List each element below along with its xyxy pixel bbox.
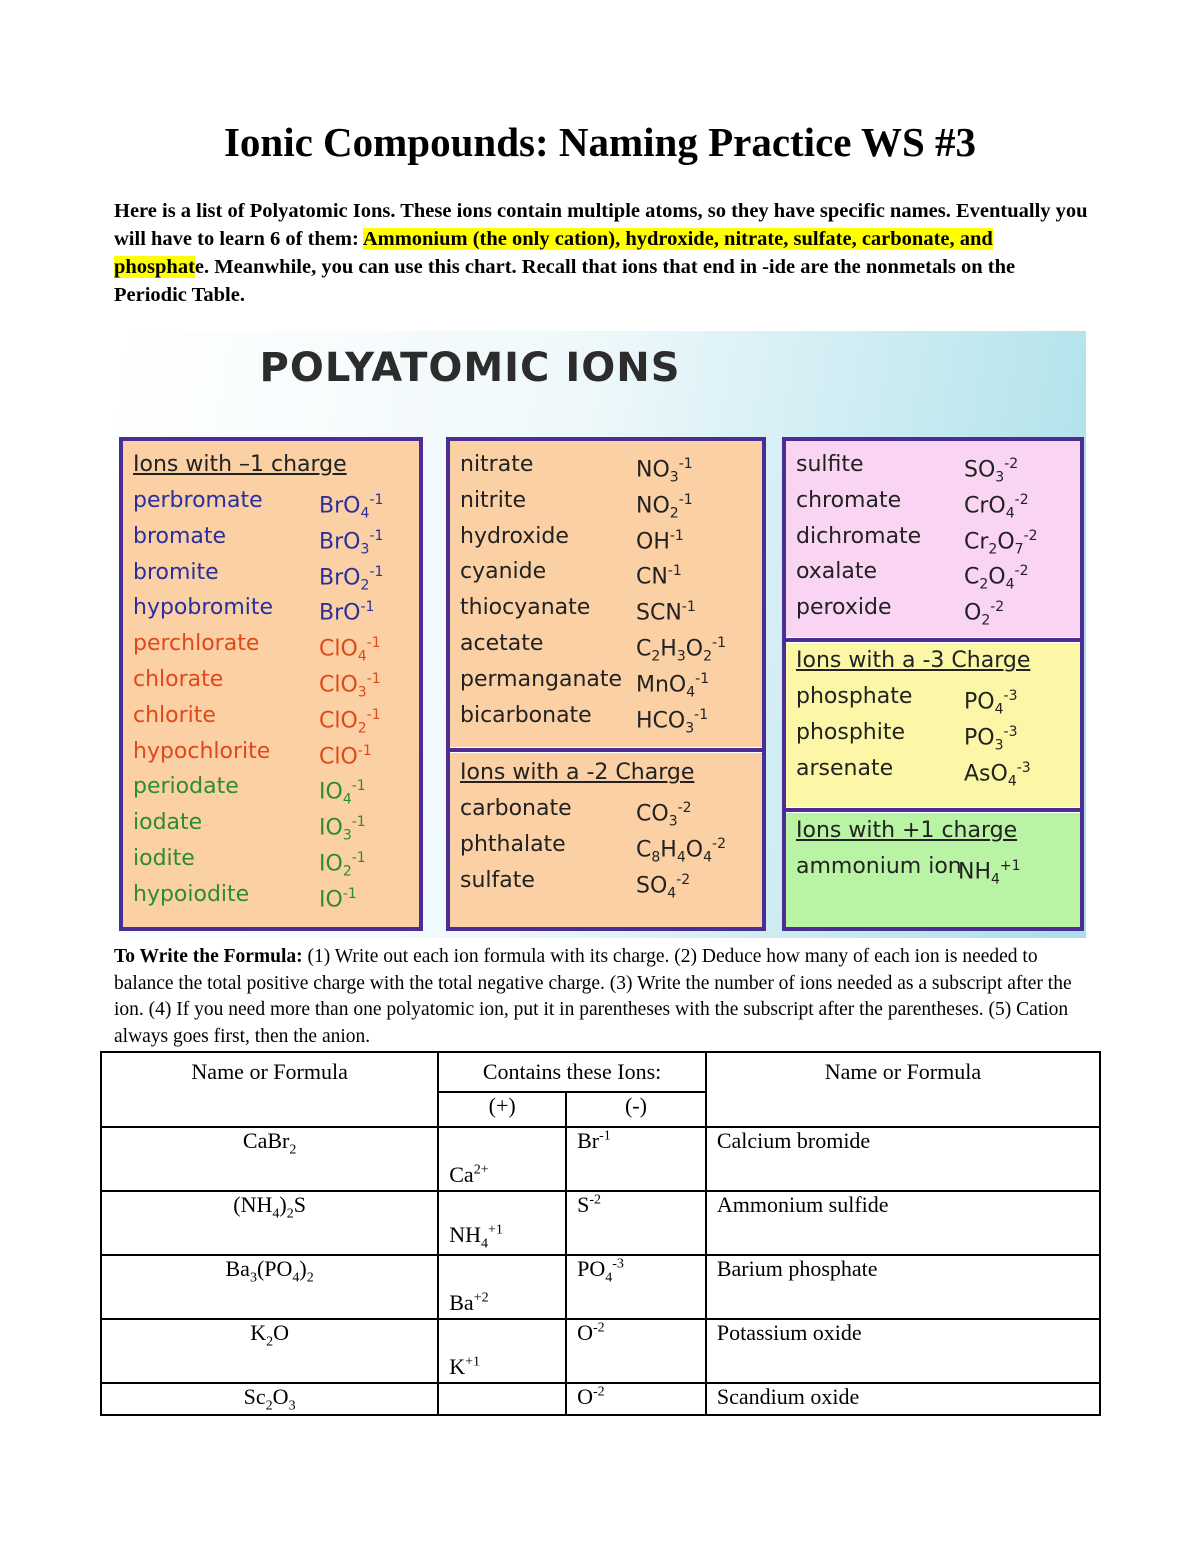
panel1-ion-list (123, 483, 419, 913)
ion-name: permanganate (460, 666, 623, 692)
ion-name: hypoiodite (133, 881, 250, 907)
ion-formula: BrO$_3^{-1}$ (319, 527, 384, 558)
polyatomic-ions-chart (114, 331, 1086, 938)
ion-formula: CrO$_4^{-2}$ (964, 491, 1029, 522)
ion-formula: $C_2O_4^{-2}$ (964, 563, 1029, 594)
ion-name: thiocyanate (460, 595, 591, 621)
formula-cell: $(NH_4)_2S$ (101, 1191, 438, 1255)
anion-cell: $O^{-2}$ (566, 1319, 706, 1383)
ion-name: chlorite (133, 702, 216, 728)
header-name-or-formula-left: Name or Formula (101, 1052, 438, 1127)
ion-row (450, 698, 762, 737)
panel2-ion-list (450, 447, 762, 737)
ion-row (786, 715, 1080, 754)
cation-cell: $Ca^{2+}$ (438, 1127, 566, 1191)
instructions-label: To Write the Formula: (114, 946, 303, 967)
ion-row (450, 554, 762, 590)
ion-row (786, 483, 1080, 522)
ion-row (123, 519, 419, 558)
cation-cell: $K^{+1}$ (438, 1319, 566, 1383)
panel2-ion-list-minus-two (450, 791, 762, 902)
formula-cell: $Sc_2O_3$ (101, 1383, 438, 1415)
ion-formula: $SCN^{-1}$ (636, 599, 696, 626)
ion-name: phosphite (796, 719, 906, 745)
ion-formula: $SO_4^{-2}$ (636, 871, 691, 902)
ion-formula: ClO$^{-1}$ (319, 742, 372, 769)
table-row (101, 1383, 1100, 1415)
table-row (101, 1127, 1100, 1191)
anion-cell: $PO_4^{-3}$ (566, 1255, 706, 1319)
header-name-or-formula-right: Name or Formula (706, 1052, 1100, 1127)
ion-formula: $NO_2^{-1}$ (636, 491, 693, 522)
ion-row (450, 791, 762, 830)
ion-name: peroxide (796, 595, 892, 621)
chart-title: POLYATOMIC IONS (259, 345, 681, 391)
ion-row (123, 698, 419, 737)
ion-name: nitrite (460, 487, 526, 513)
ion-name: chlorate (133, 666, 224, 692)
name-cell: Calcium bromide (706, 1127, 1100, 1191)
ion-formula: $SO_3^{-2}$ (964, 456, 1019, 486)
ion-row (450, 447, 762, 486)
ion-name: bicarbonate (460, 702, 592, 728)
ion-name: arsenate (796, 755, 894, 781)
ion-name: iodate (133, 810, 203, 836)
panel3-heading-plus-one: Ions with +1 charge (796, 818, 1018, 843)
anion-cell: $S^{-2}$ (566, 1191, 706, 1255)
ion-formula: ClO$_4^{-1}$ (319, 635, 381, 665)
intro-highlight: Ammonium (the only cation), hydroxide, nitrate, sulfate, carbonate, and phosphat (114, 228, 993, 278)
ion-name: perbromate (133, 488, 263, 513)
anion-cell: $Br^{-1}$ (566, 1127, 706, 1191)
formula-cell: CaBr$_2$ (101, 1127, 438, 1191)
ion-row (786, 554, 1080, 594)
ion-name: chromate (796, 487, 902, 513)
ion-row (123, 734, 419, 770)
ion-formula: $NH_4^{+1}$ (958, 858, 1021, 888)
ion-name: bromite (133, 559, 219, 585)
panel-minus-two-three-plus-one (782, 437, 1084, 931)
ion-formula: $NO_3^{-1}$ (636, 456, 693, 486)
intro-text-2: e. Meanwhile, you can use this chart. Recall that ions that end in -ide are the nonmetals on the Periodic Table. (114, 256, 1016, 306)
instructions-paragraph (114, 944, 1084, 1050)
ion-formula: $CN^{-1}$ (636, 563, 682, 590)
ion-row (450, 827, 762, 866)
ion-name: perchlorate (133, 631, 260, 657)
ion-formula: $CO_3^{-2}$ (636, 800, 692, 830)
ion-formula: BrO$_2^{-1}$ (319, 563, 384, 594)
ion-row (786, 590, 1080, 629)
ion-name: hypochlorite (133, 738, 271, 764)
ion-formula: $OH^{-1}$ (636, 527, 684, 554)
ion-formula: $C_2H_3O_2^{-1}$ (636, 634, 726, 665)
ion-name: hypobromite (133, 595, 274, 621)
intro-text-1: Here is a list of Polyatomic Ions. These ions contain multiple atoms, so they have specific names. Eventually you will have to learn 6 of them: (114, 200, 1088, 250)
ion-name: phosphate (796, 684, 913, 709)
ion-row (786, 447, 1080, 486)
ion-row (786, 751, 1080, 790)
panel2-divider (450, 747, 762, 753)
ion-row (123, 841, 419, 880)
ion-name: iodite (133, 845, 195, 871)
ion-row (786, 849, 1080, 888)
practice-table (100, 1051, 1101, 1416)
ion-name: dichromate (796, 523, 922, 549)
ion-row (123, 662, 419, 701)
ion-name: carbonate (460, 796, 572, 821)
ion-formula: ClO$_3^{-1}$ (319, 670, 381, 701)
ion-formula: BrO$_4^{-1}$ (319, 492, 384, 522)
ion-formula: $HCO_3^{-1}$ (636, 706, 709, 737)
ion-formula: $IO_3^{-1}$ (319, 814, 366, 844)
ion-formula: $IO_4^{-1}$ (319, 778, 366, 809)
name-cell: Scandium oxide (706, 1383, 1100, 1415)
ion-name: phthalate (460, 831, 566, 857)
ion-formula: $C_8H_4O_4^{-2}$ (636, 835, 726, 866)
panel2-heading-minus-two: Ions with a -2 Charge (460, 760, 695, 785)
panel3-ion-list (786, 447, 1080, 629)
ion-formula: BrO$^{-1}$ (319, 599, 375, 626)
ion-row (123, 555, 419, 594)
ion-name: bromate (133, 523, 227, 549)
ion-row (450, 863, 762, 902)
header-cation: (+) (438, 1092, 566, 1127)
ion-row (786, 679, 1080, 718)
ion-row (450, 626, 762, 665)
ion-name: periodate (133, 774, 239, 800)
anion-cell: $O^{-2}$ (566, 1383, 706, 1415)
table-row (101, 1191, 1100, 1255)
table-row (101, 1255, 1100, 1319)
panel-minus-one-other (446, 437, 766, 931)
ion-name: nitrate (460, 452, 534, 477)
cation-cell (438, 1383, 566, 1415)
ion-name: ammonium ion (796, 854, 962, 879)
ion-row (450, 519, 762, 555)
page-title: Ionic Compounds: Naming Practice WS #3 (223, 119, 977, 165)
ion-name: oxalate (796, 559, 878, 585)
ion-formula: $PO_4^{-3}$ (964, 688, 1018, 718)
ion-formula: ClO$_2^{-1}$ (319, 706, 381, 737)
ion-name: hydroxide (460, 523, 569, 549)
ion-formula: MnO$_4^{-1}$ (636, 670, 710, 701)
header-anion: (-) (566, 1092, 706, 1127)
cation-cell: $NH_4^{+1}$ (438, 1191, 566, 1255)
instructions-text: (1) Write out each ion formula with its charge. (2) Deduce how many of each ion is needed to balance the total positive charge with the total negative charge. (3) Write the number of ions needed as a subscript after the ion. (4) If you need more than one polyatomic ion, put it in parentheses with the subscript after the parentheses. (5) Cation always goes first, then the anion. (114, 946, 1072, 1047)
panel3-ion-list-minus-three (786, 679, 1080, 790)
ion-row (123, 590, 419, 626)
ion-name: cyanide (460, 559, 547, 585)
ion-name: acetate (460, 630, 544, 656)
name-cell: Ammonium sulfide (706, 1191, 1100, 1255)
panel3-heading-minus-three: Ions with a -3 Charge (796, 648, 1031, 673)
ion-row (450, 662, 762, 701)
ion-formula: $IO^{-1}$ (319, 885, 357, 913)
ion-formula: $Cr_2O_7^{-2}$ (964, 527, 1038, 558)
ion-row (123, 805, 419, 844)
ion-row (123, 626, 419, 665)
ion-formula: $IO_2^{-1}$ (319, 849, 366, 880)
ion-name: sulfite (796, 452, 864, 477)
ion-formula: $O_2^{-2}$ (964, 599, 1005, 629)
panel-minus-one-halogen (119, 437, 423, 931)
formula-cell: $Ba_3(PO_4)_2$ (101, 1255, 438, 1319)
ion-row (123, 769, 419, 809)
name-cell: Barium phosphate (706, 1255, 1100, 1319)
panel3-ion-list-plus-one (786, 849, 1080, 888)
ion-name: sulfate (460, 867, 535, 893)
formula-cell: $K_2O$ (101, 1319, 438, 1383)
table-row (101, 1319, 1100, 1383)
ion-row (450, 590, 762, 626)
name-cell: Potassium oxide (706, 1319, 1100, 1383)
ion-row (450, 483, 762, 522)
intro-paragraph (114, 197, 1089, 309)
ion-row (786, 519, 1080, 558)
panel1-heading: Ions with –1 charge (133, 452, 347, 477)
ion-row (123, 877, 419, 913)
header-contains-ions: Contains these Ions: (438, 1052, 706, 1092)
ion-formula: AsO$_4^{-3}$ (964, 759, 1031, 790)
cation-cell: $Ba^{+2}$ (438, 1255, 566, 1319)
ion-row (123, 483, 419, 522)
ion-formula: $PO_3^{-3}$ (964, 723, 1018, 754)
